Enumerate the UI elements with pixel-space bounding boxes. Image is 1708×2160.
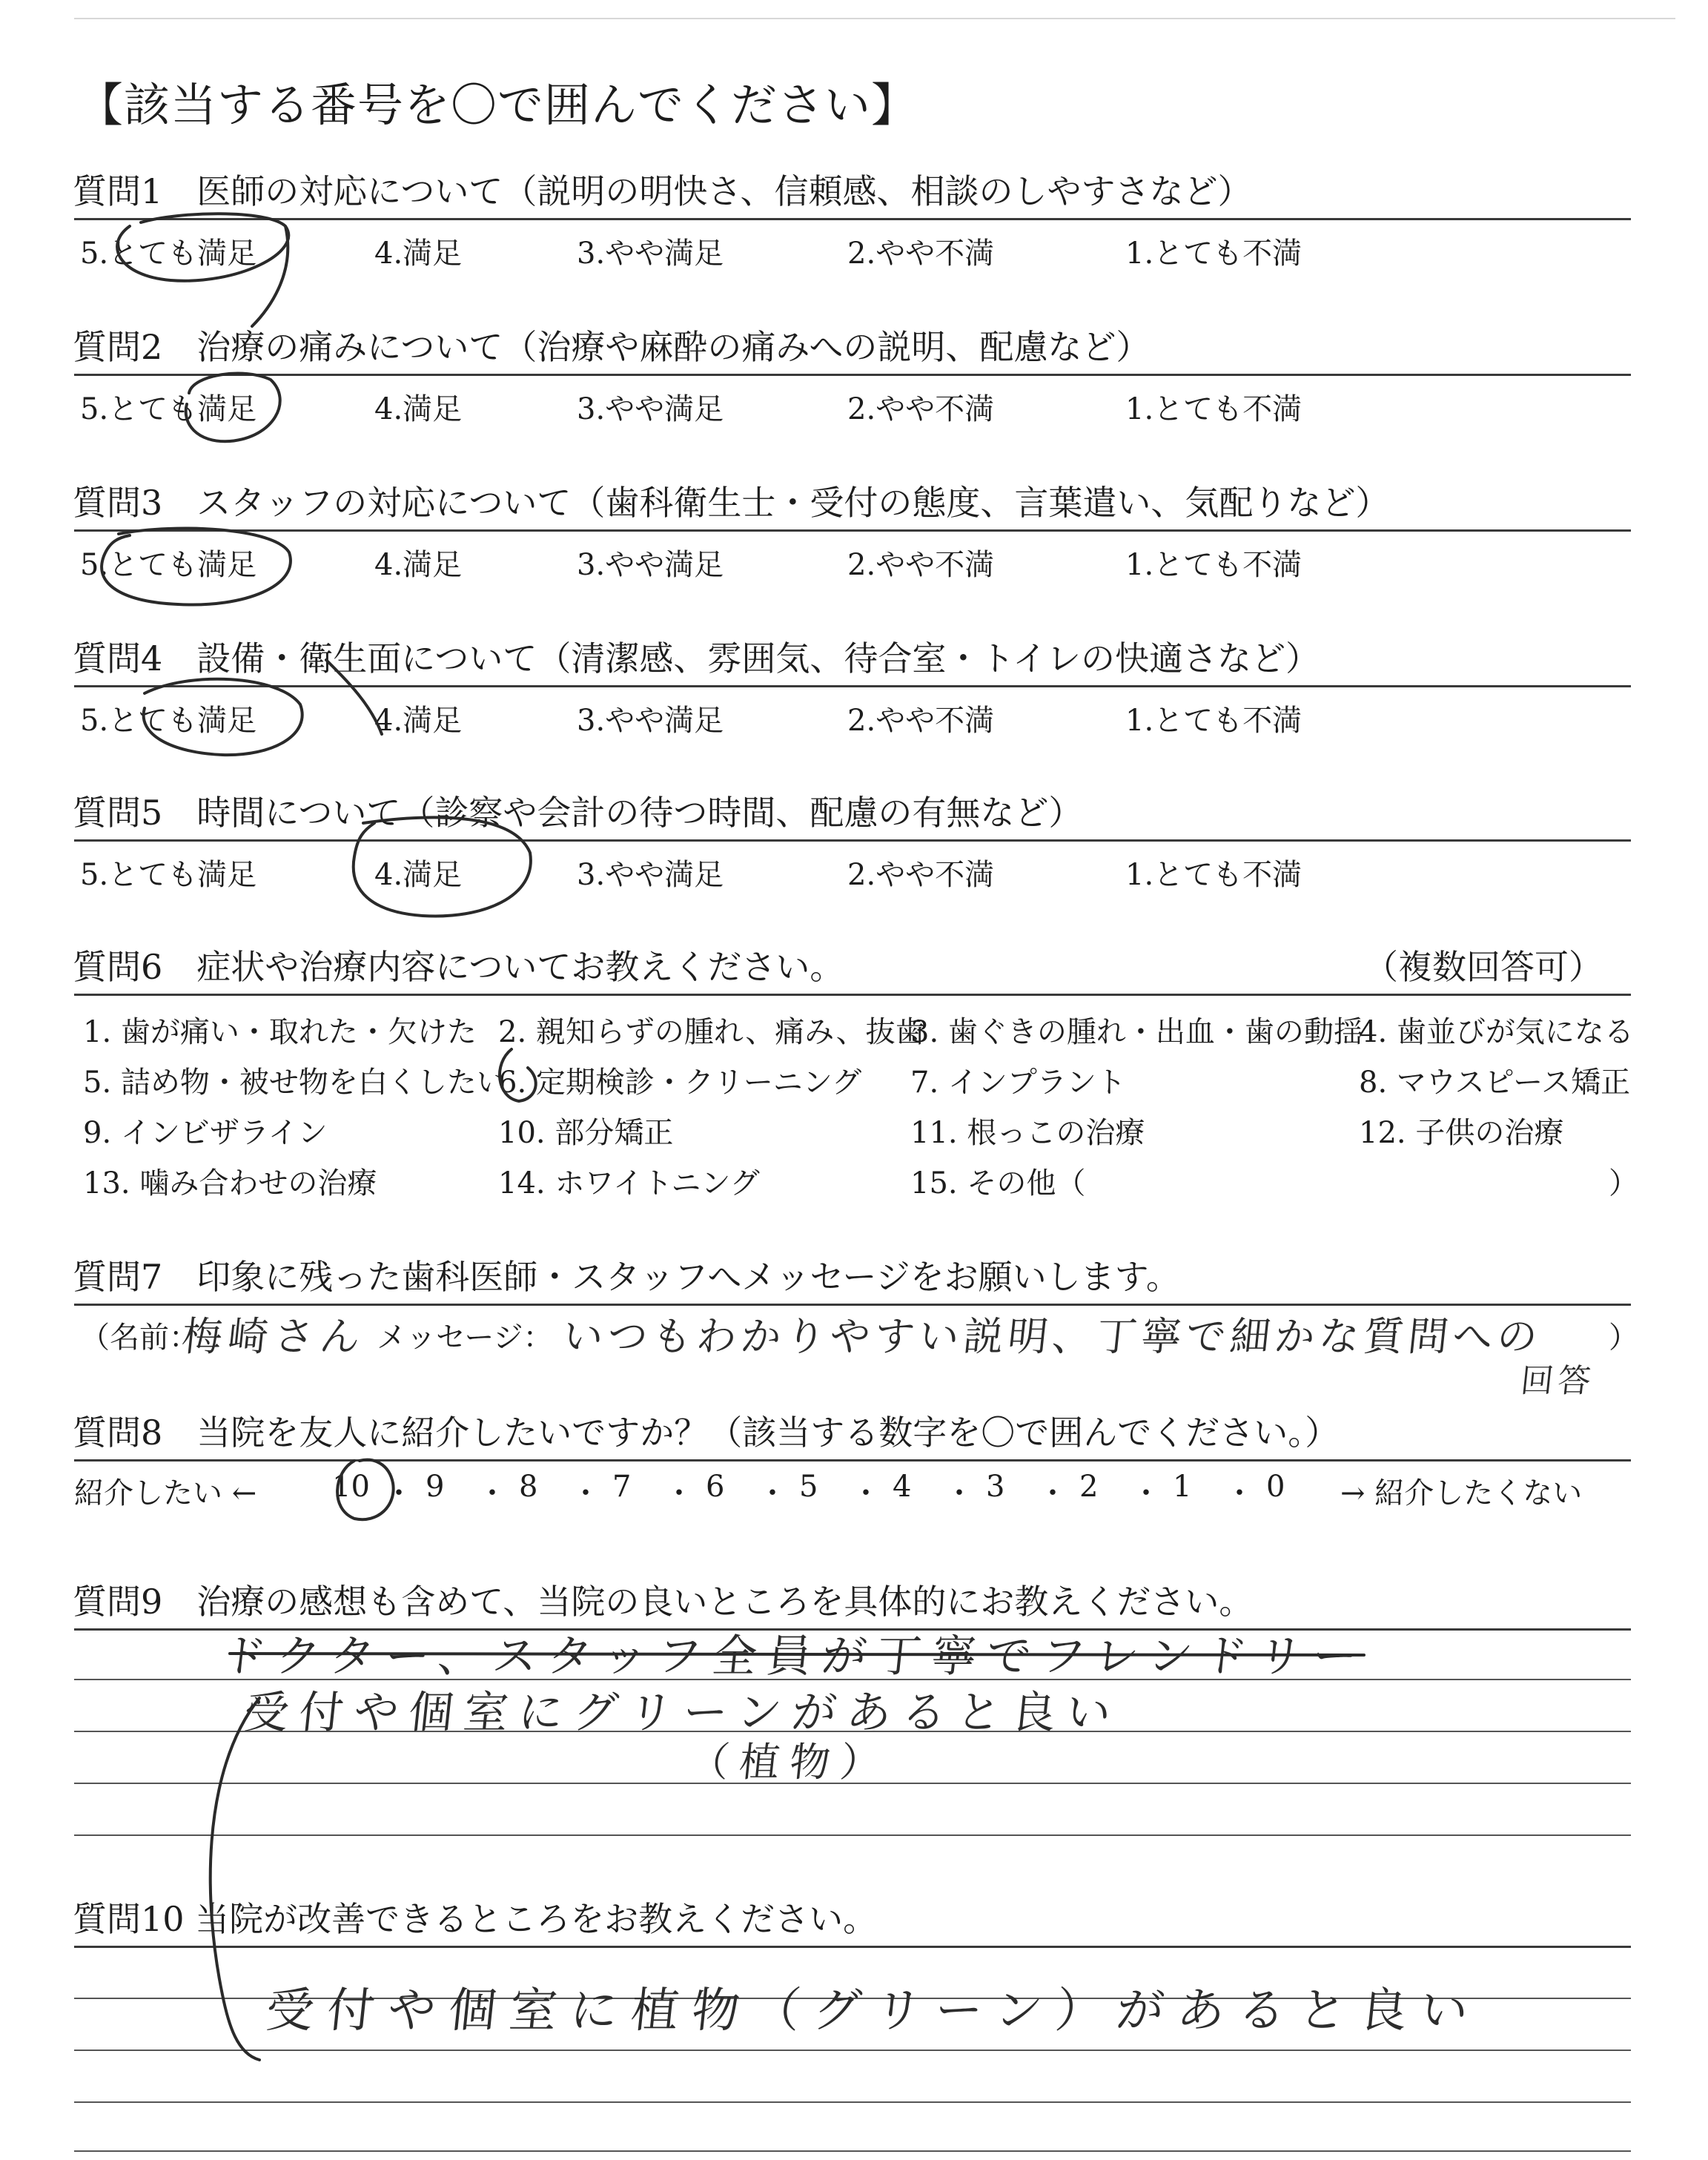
referral-left-label: 紹介したい ← xyxy=(74,1476,257,1510)
q3-option-3[interactable]: 3.やや満足 xyxy=(577,548,724,582)
q5-option-1[interactable]: 1.とても不満 xyxy=(1125,858,1302,892)
referral-separator: ・ xyxy=(1131,1476,1161,1510)
q9-answer-line-1[interactable]: ドクター、スタッフ全員が丁寧でフレンドリー xyxy=(219,1631,1371,1682)
question-2-rule xyxy=(74,374,1631,376)
referral-number-2[interactable]: 2 xyxy=(1079,1470,1099,1504)
form-title: 【該当する番号を〇で囲んでください】 xyxy=(77,78,918,132)
q1-option-5[interactable]: 5.とても満足 xyxy=(80,237,257,271)
q7-message-answer-cont[interactable]: 回答 xyxy=(1518,1362,1598,1400)
q3-option-2[interactable]: 2.やや不満 xyxy=(847,548,995,582)
referral-separator: ・ xyxy=(1225,1476,1254,1510)
referral-separator: ・ xyxy=(571,1476,600,1510)
symptom-14[interactable]: 14. ホワイトニング xyxy=(498,1166,760,1200)
referral-separator: ・ xyxy=(664,1476,694,1510)
question-3: 質問3 スタッフの対応について（歯科衛生士・受付の態度、言葉遣い、気配りなど） xyxy=(73,483,1390,523)
referral-number-8[interactable]: 8 xyxy=(519,1470,538,1504)
referral-number-5[interactable]: 5 xyxy=(799,1470,818,1504)
referral-number-7[interactable]: 7 xyxy=(612,1470,632,1504)
answer-line xyxy=(74,2150,1631,2152)
referral-number-0[interactable]: 0 xyxy=(1266,1470,1285,1504)
q1-option-3[interactable]: 3.やや満足 xyxy=(577,237,724,271)
question-4: 質問4 設備・衛生面について（清潔感、雰囲気、待合室・トイレの快適さなど） xyxy=(73,638,1320,678)
question-1-rule xyxy=(74,218,1631,220)
symptom-13[interactable]: 13. 噛み合わせの治療 xyxy=(83,1166,377,1200)
symptom-3[interactable]: 3. 歯ぐきの腫れ・出血・歯の動揺 xyxy=(910,1015,1363,1049)
referral-separator: ・ xyxy=(477,1476,507,1510)
symptom-4[interactable]: 4. 歯並びが気になる xyxy=(1359,1015,1634,1049)
q9-answer-line-3[interactable]: （植物） xyxy=(686,1739,893,1786)
symptom-2[interactable]: 2. 親知らずの腫れ、痛み、抜歯 xyxy=(498,1015,925,1049)
q1-option-2[interactable]: 2.やや不満 xyxy=(847,237,995,271)
q9-answer-line-2[interactable]: 受付や個室にグリーンがあると良い xyxy=(241,1687,1124,1739)
referral-number-3[interactable]: 3 xyxy=(986,1470,1005,1504)
q2-option-3[interactable]: 3.やや満足 xyxy=(577,392,724,426)
q10-answer[interactable]: 受付や個室に植物（グリーン）があると良い xyxy=(263,1984,1484,2038)
question-7: 質問7 印象に残った歯科医師・スタッフへメッセージをお願いします。 xyxy=(73,1257,1180,1297)
symptom-7[interactable]: 7. インプラント xyxy=(910,1066,1126,1100)
q7-name-label: （名前： xyxy=(80,1321,199,1355)
q4-option-5[interactable]: 5.とても満足 xyxy=(80,704,257,738)
question-5-rule xyxy=(74,839,1631,842)
symptom-8[interactable]: 8. マウスピース矯正 xyxy=(1359,1066,1631,1100)
q2-option-5[interactable]: 5.とても満足 xyxy=(80,392,257,426)
q5-option-4[interactable]: 4.満足 xyxy=(374,858,463,892)
referral-number-10[interactable]: 10 xyxy=(332,1470,370,1504)
q4-option-1[interactable]: 1.とても不満 xyxy=(1125,704,1302,738)
question-9: 質問9 治療の感想も含めて、当院の良いところを具体的にお教えください。 xyxy=(73,1582,1254,1622)
question-6-note: （複数回答可） xyxy=(1364,947,1603,987)
q2-option-4[interactable]: 4.満足 xyxy=(374,392,463,426)
question-3-rule xyxy=(74,529,1631,532)
symptom-10[interactable]: 10. 部分矯正 xyxy=(498,1116,674,1150)
q7-message-label: メッセージ： xyxy=(377,1321,553,1355)
answer-line xyxy=(74,2101,1631,2103)
q5-option-2[interactable]: 2.やや不満 xyxy=(847,858,995,892)
referral-separator: ・ xyxy=(944,1476,974,1510)
q2-option-1[interactable]: 1.とても不満 xyxy=(1125,392,1302,426)
q3-option-1[interactable]: 1.とても不満 xyxy=(1125,548,1302,582)
referral-separator: ・ xyxy=(851,1476,881,1510)
answer-line xyxy=(74,2050,1631,2051)
q4-option-4[interactable]: 4.満足 xyxy=(374,704,463,738)
q7-name-answer[interactable]: 梅崎さん xyxy=(179,1313,368,1360)
symptom-15[interactable]: 15. その他（ xyxy=(910,1166,1086,1200)
q4-option-3[interactable]: 3.やや満足 xyxy=(577,704,724,738)
symptom-15-close: ） xyxy=(1609,1166,1638,1200)
referral-separator: ・ xyxy=(758,1476,787,1510)
referral-right-label: → 紹介したくない xyxy=(1340,1476,1583,1510)
q2-option-2[interactable]: 2.やや不満 xyxy=(847,392,995,426)
scan-top-edge xyxy=(74,18,1675,19)
referral-number-9[interactable]: 9 xyxy=(426,1470,445,1504)
question-8-rule xyxy=(74,1459,1631,1462)
q1-option-1[interactable]: 1.とても不満 xyxy=(1125,237,1302,271)
answer-line xyxy=(74,1834,1631,1836)
q3-option-4[interactable]: 4.満足 xyxy=(374,548,463,582)
symptom-1[interactable]: 1. 歯が痛い・取れた・欠けた xyxy=(83,1015,477,1049)
question-6: 質問6 症状や治療内容についてお教えください。 xyxy=(73,947,844,987)
symptom-9[interactable]: 9. インビザライン xyxy=(83,1116,328,1150)
question-10: 質問10 当院が改善できるところをお教えください。 xyxy=(73,1899,878,1939)
referral-number-4[interactable]: 4 xyxy=(893,1470,912,1504)
question-2: 質問2 治療の痛みについて（治療や麻酔の痛みへの説明、配慮など） xyxy=(73,327,1151,367)
question-1: 質問1 医師の対応について（説明の明快さ、信頼感、相談のしやすさなど） xyxy=(73,171,1252,211)
referral-separator: ・ xyxy=(1038,1476,1068,1510)
question-10-rule xyxy=(74,1946,1631,1948)
q4-option-2[interactable]: 2.やや不満 xyxy=(847,704,995,738)
question-5: 質問5 時間について（診察や会計の待つ時間、配慮の有無など） xyxy=(73,793,1083,833)
question-6-rule xyxy=(74,994,1631,996)
referral-separator: ・ xyxy=(384,1476,414,1510)
q3-option-5[interactable]: 5.とても満足 xyxy=(80,548,257,582)
referral-number-1[interactable]: 1 xyxy=(1173,1470,1192,1504)
question-4-rule xyxy=(74,685,1631,687)
question-8: 質問8 当院を友人に紹介したいですか？（該当する数字を〇で囲んでください。） xyxy=(73,1413,1340,1453)
q5-option-5[interactable]: 5.とても満足 xyxy=(80,858,257,892)
referral-number-6[interactable]: 6 xyxy=(706,1470,725,1504)
symptom-6[interactable]: 6. 定期検診・クリーニング xyxy=(498,1066,862,1100)
q9-to-q10-arrow xyxy=(211,1698,259,2060)
q7-message-answer[interactable]: いつもわかりやすい説明、丁寧で細かな質問への xyxy=(560,1313,1544,1360)
q1-option-4[interactable]: 4.満足 xyxy=(374,237,463,271)
symptom-11[interactable]: 11. 根っこの治療 xyxy=(910,1116,1145,1150)
q5-option-3[interactable]: 3.やや満足 xyxy=(577,858,724,892)
q7-close-paren: ） xyxy=(1609,1321,1638,1355)
symptom-5[interactable]: 5. 詰め物・被せ物を白くしたい xyxy=(83,1066,506,1100)
symptom-12[interactable]: 12. 子供の治療 xyxy=(1359,1116,1564,1150)
